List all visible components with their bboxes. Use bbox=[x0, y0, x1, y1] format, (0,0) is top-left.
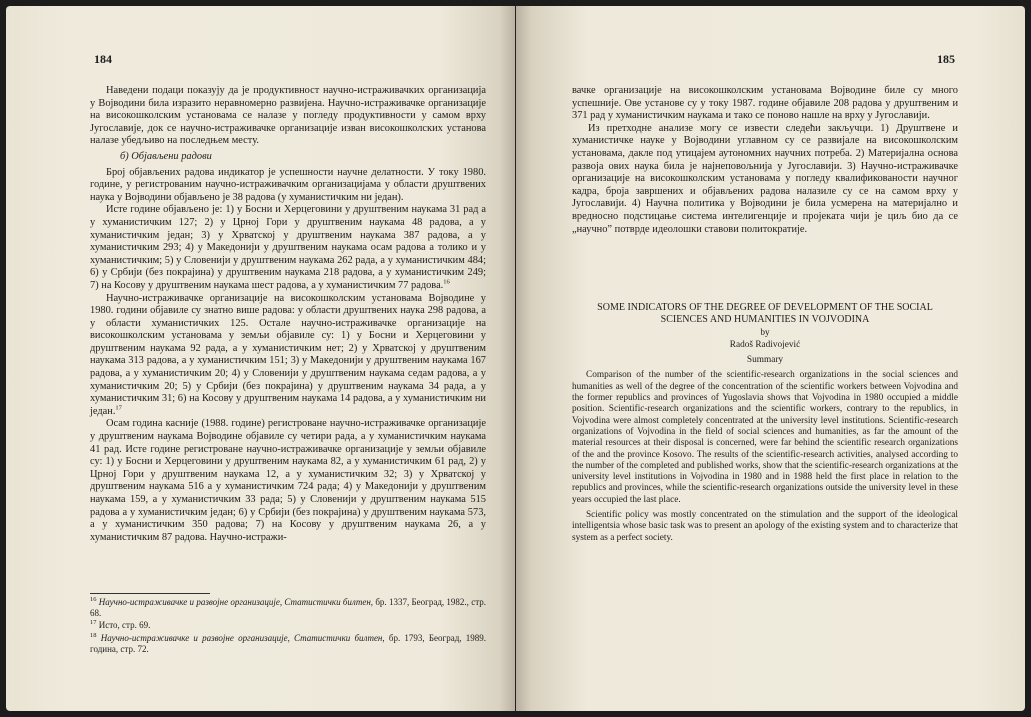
summary-by: by bbox=[760, 327, 770, 338]
summary-author: Radoš Radivojević bbox=[729, 339, 801, 350]
paragraph: Исте године објављено је: 1) у Босни и Херцеговини у друштвеним наукама 31 рад а у хуманистичким 127; 2) у Црној Гори у друштвеним наукама 48 радова, а у хуманистичким један; 3) у Хрватској у друштвеним наукама 387 радова, а у хуманистичким 293; 4) у Македонији у друштвеним наукама осам радова а толико и у хуманистичким; 5) у Словенији у друштвеним наукама 262 рада, а у хуманистичким 484; 6) у Србији (без покрајина) у друштвеним наукама 218 радова, а у хуманистичким 249; 7) на Косову у друштвеним наукама шест радова, а у хуманистичким 77 радова.$^{16}$ bbox=[90, 204, 486, 291]
paragraph: Из претходне анализе могу се извести следећи закључци. 1) Друштвене и хуманистичке науке у Војводини углавном су се развијале на високошколским установама, дакле под утицајем аутономних научних потреба. 2) Материјална основа развоја ових наука била је најнеповољнија у Југославији. 3) Научно-истраживачке организације на високошколским установама у погледу квалификованости научног кадра, броја завршених и објављених радова налазиле су се на самом врху у Југославији. 4) Научна политика у Војводини је била усмерена на материјално и вредносно подстицање система интелигенције и пројеката чији је циљ био да се „научно” потврде идеолошки ставови политократије. bbox=[572, 122, 958, 235]
footnote-ref: 16 bbox=[443, 278, 450, 286]
summary-title: SOME INDICATORS OF THE DEGREE OF DEVELOPMENT OF THE SOCIAL SCIENCES AND HUMANITIES IN VOJVODINA bbox=[597, 302, 933, 325]
summary-heading: Summary bbox=[746, 355, 784, 366]
paragraph: Наведени подаци показују да је продуктивност научно-истраживачких организација у Војводини била изразито неравномерно развијена. Научно-истраживачке организације на високошколским установама се налазе у погледу продуктивности у самом врху Југославије, док се научно-истраживачке организације изван високошколских установа налазе убедљиво на последњем месту. bbox=[90, 85, 486, 147]
right-page-body bbox=[572, 85, 958, 236]
book-spread bbox=[6, 6, 1025, 711]
paragraph: Број објављених радова индикатор је успешности научне делатности. У току 1980. године, у регистрованим научно-истраживачким организацијама у области друштвених наука у Војводини објављено је 38 радова (у хуманистичким ни један). bbox=[90, 166, 486, 203]
footnote: $^{17}$ Исто, стр. 69. bbox=[90, 619, 151, 631]
page-number-right: 185 bbox=[937, 52, 955, 66]
paragraph: вачке организације на високошколским установама Војводине биле су много успешније. Ове установе су у току 1987. године објавиле 208 радова у друштвеним и 371 рад у хуманистичким наукама и тако се поново нашле на врху у Југославији. bbox=[572, 85, 958, 122]
paragraph: Научно-истраживачке организације на високошколским установама Војводине у 1980. години објавиле су знатно више радова: у области друштвених наука 298 радова, а у области хуманистичких 125. Остале научно-истраживачке организације на високошколским установама у земљи објавиле су: 1) у Босни и Херцеговини у друштвеним наукама 92 рада, а у хуманистичким нет; 2) у Хрватској у друштвеним наукама 313 радова, а у хуманистичким 151; 3) у Македонији у друштвеним наукама 167 радова, а у хуманистичким 20; 4) у Словенији у друштвеним наукама седам радова, а у хуманистичким 20; 5) у Србији (без покрајина) у друштвеним наукама 34 рада, а у хуманистичким 31; 6) на Косову у друштвеним наукама 14 радова, а у хуманистичким ни један.$^{17}$ bbox=[90, 292, 486, 417]
footnotes bbox=[90, 593, 486, 656]
summary-paragraph: Scientific policy was mostly concentrated on the stimulation and the support of the ideological intelligentsia whose basic task was to present an apology of the existing system and to characterize that system as a perfect society. bbox=[572, 510, 958, 543]
footnote: $^{18}$ Научно-истраживачке и развојне организације, Статистички билтен, бр. 1793, Београд, 1989. година, стр. 72. bbox=[90, 631, 487, 654]
footnote-rule bbox=[90, 593, 210, 594]
summary-paragraph: Comparison of the number of the scientific-research organizations in the social sciences and humanities as well of the degree of the concentration of the scientific workers between Vojvodina and the former republics and provinces of Yugoslavia shows that Vojvodina in 1980 occupied a middle position. Scientific-research organizations and the scientific workers, contrary to the republics, in Vojvodina were almost completely concentrated at the university level institutions. Scientific-research organizations of Vojvodina in the field of social sciences and humanities, as far the amount of the material resources at their disposal is concerned, were far behind the scientific research organizations of the and the province Kosovo. The results of the scientific-research activities, analysed according to the number of the completed and published works, show that the scientific-research organizations at the university level institutions in Vojvodina in 1980 and in 1988 held the first place in relation to the republics and provinces, while the scientific-research organizations outside the university level in these years occupied the last place. bbox=[572, 370, 958, 505]
paragraph: Осам година касније (1988. године) регистроване научно-истраживачке организације у друштвеним наукама Војводине објавиле су четири рада, а у хуманистичким наукама 41 рад. Исте године регистроване научно-истраживачке организације у земљи објавиле су: 1) у Босни и Херцеговини у друштвеним наукама 82, а у хуманистичким 61 рад, 2) у Црној Гори у друштвеним наукама 12, а у хуманистичким 32; 3) у Хрватској у друштвеним наукама 516 а у хуманистичким 724 рада; 4) у Македонији у друштвеним наукама 159, а у хуманистичким 33 рада; 5) у Словенији у друштвеним наукама 515 радова а у хуманистичким један; 6) у Србији (без покрајина) у друштвеним наукама 573, а у хуманистичким 350 радова; 7) на Косову у друштвеним наукама 26, а у хуманистичким 87 радова. Научно-истражи- bbox=[90, 418, 486, 543]
subheading: б) Објављени радови bbox=[120, 150, 212, 162]
right-page bbox=[516, 6, 1025, 711]
left-page-body bbox=[90, 85, 486, 544]
page-number-left: 184 bbox=[94, 52, 112, 66]
left-page bbox=[6, 6, 515, 711]
footnote: $^{16}$ Научно-истраживачке и развојне организације, Статистички билтен, бр. 1337, Београд, 1982., стр. 68. bbox=[90, 596, 486, 619]
english-summary bbox=[572, 302, 958, 544]
footnote-ref: 17 bbox=[115, 404, 122, 412]
